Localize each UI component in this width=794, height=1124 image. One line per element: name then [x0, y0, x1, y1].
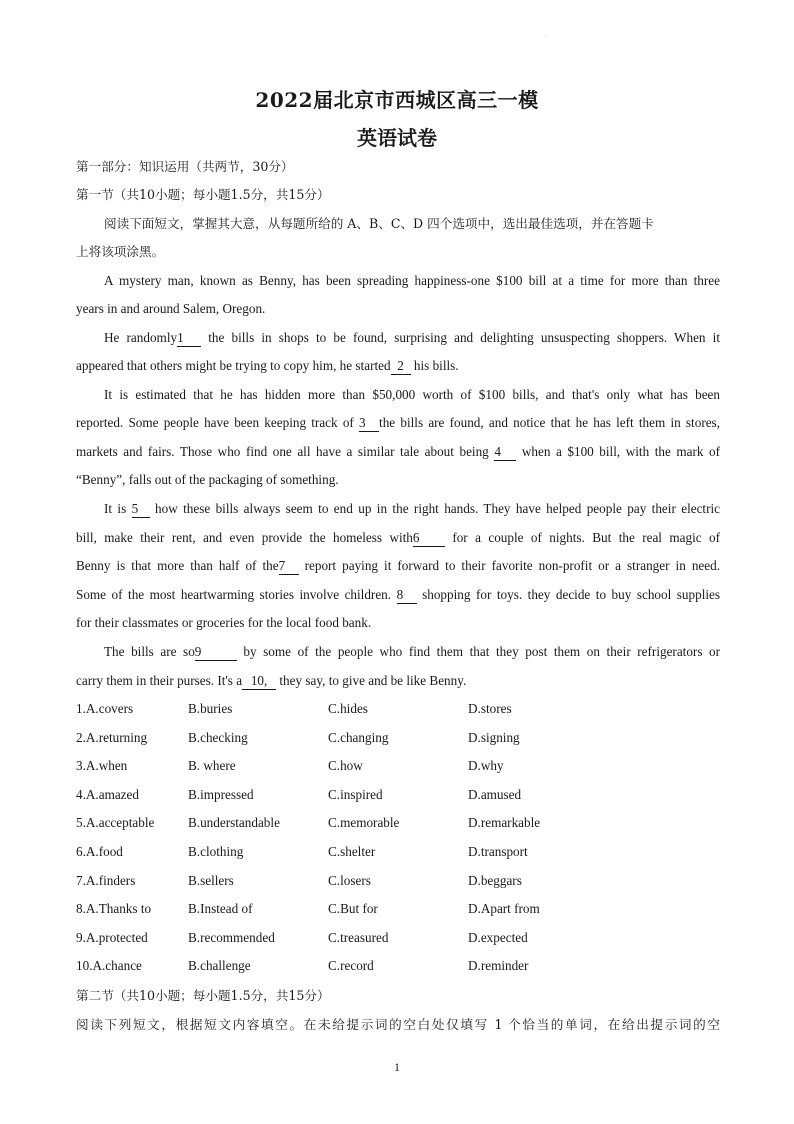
- passage-line: It is estimated that he has hidden more than $50,000 worth of $100 bills, and that's only what has been: [104, 387, 720, 402]
- passage-line: [76, 443, 720, 461]
- passage-line: [76, 414, 720, 432]
- option-b: B.checking: [188, 730, 248, 745]
- option-d: D.remarkable: [468, 815, 541, 830]
- passage-text: reported. Some people have been keeping track of: [76, 415, 354, 430]
- blank-5: 5: [132, 501, 150, 518]
- option-c: C.But for: [328, 901, 378, 916]
- passage-text: report paying it forward to their favorite non-profit or a stranger in need.: [304, 558, 721, 573]
- passage-text: bill, make their rent, and even provide the homeless with: [76, 530, 413, 545]
- passage-text: It is: [104, 501, 127, 516]
- option-a: 7.A.finders: [76, 873, 136, 888]
- passage-line: [104, 329, 720, 347]
- passage-line: for their classmates or groceries for the local food bank.: [76, 615, 372, 630]
- passage-line: A mystery man, known as Benny, has been spreading happiness-one $100 bill at a time for more than three: [104, 273, 720, 288]
- blank-8: 8: [397, 587, 417, 604]
- option-a: 8.A.Thanks to: [76, 901, 152, 916]
- option-d: D.stores: [468, 701, 512, 716]
- page-subtitle: 英语试卷: [357, 126, 437, 150]
- option-a: 10.A.chance: [76, 958, 142, 973]
- blank-7: 7: [279, 558, 299, 575]
- passage-text: He randomly: [104, 330, 178, 345]
- option-c: C.record: [328, 958, 374, 973]
- option-c: C.hides: [328, 701, 368, 716]
- scan-mark: ˋ: [545, 34, 548, 43]
- blank-6: 6: [413, 530, 445, 547]
- option-d: D.transport: [468, 844, 528, 859]
- option-a: 6.A.food: [76, 844, 123, 859]
- option-c: C.inspired: [328, 787, 383, 802]
- passage-text: by some of the people who find them that they post them on their refrigerators or: [243, 644, 721, 659]
- instructions-1b: 上将该项涂黑。: [76, 244, 165, 259]
- option-a: 3.A.when: [76, 758, 128, 773]
- option-a: 2.A.returning: [76, 730, 148, 745]
- option-b: B. where: [188, 758, 236, 773]
- passage-line: years in and around Salem, Oregon.: [76, 301, 266, 316]
- passage-text: markets and fairs. Those who find one all have a similar tale about being: [76, 444, 489, 459]
- option-d: D.amused: [468, 787, 522, 802]
- passage-line: “Benny”, falls out of the packaging of something.: [76, 472, 339, 487]
- passage-text: for a couple of nights. But the real magic of: [452, 530, 720, 545]
- instructions-2: 阅读下列短文，根据短文内容填空。在未给提示词的空白处仅填写 1 个恰当的单词，在给出提示词的空: [76, 1017, 720, 1032]
- part-heading: 第一部分：知识运用（共两节，30分）: [76, 159, 294, 174]
- option-b: B.sellers: [188, 873, 234, 888]
- blank-9: 9: [195, 644, 237, 661]
- option-c: C.losers: [328, 873, 371, 888]
- blank-1: 1: [177, 330, 201, 347]
- passage-text: when a $100 bill, with the mark of: [521, 444, 721, 459]
- option-b: B.recommended: [188, 930, 275, 945]
- passage-text: his bills.: [413, 358, 459, 373]
- option-d: D.why: [468, 758, 504, 773]
- option-a: 5.A.acceptable: [76, 815, 155, 830]
- passage-line: [104, 500, 720, 518]
- option-c: C.changing: [328, 730, 389, 745]
- option-d: D.signing: [468, 730, 520, 745]
- passage-line: [76, 557, 720, 575]
- option-b: B.clothing: [188, 844, 244, 859]
- passage-line: [76, 586, 720, 604]
- passage-line: [76, 672, 720, 690]
- passage-text: The bills are so: [104, 644, 195, 659]
- option-c: C.treasured: [328, 930, 389, 945]
- option-c: C.shelter: [328, 844, 376, 859]
- passage-text: Some of the most heartwarming stories involve children.: [76, 587, 392, 602]
- page-number: 1: [394, 1060, 400, 1074]
- option-d: D.reminder: [468, 958, 529, 973]
- passage-text: carry them in their purses. It's a: [76, 673, 243, 688]
- section-heading-1: 第一节（共10小题；每小题1.5分，共15分）: [76, 187, 330, 202]
- option-b: B.understandable: [188, 815, 280, 830]
- page-title: 2022届北京市西城区高三一模: [255, 88, 539, 112]
- passage-text: how these bills always seem to end up in the right hands. They have helped people pay their electric: [155, 501, 721, 516]
- passage-text: the bills are found, and notice that he has left them in stores,: [379, 415, 720, 430]
- passage-line: [104, 643, 720, 661]
- option-d: D.expected: [468, 930, 528, 945]
- section-heading-2: 第二节（共10小题；每小题1.5分，共15分）: [76, 988, 330, 1003]
- passage-text: they say, to give and be like Benny.: [279, 673, 467, 688]
- passage-line: [76, 529, 720, 547]
- passage-line: [76, 357, 720, 375]
- passage-text: Benny is that more than half of the: [76, 558, 279, 573]
- option-d: D.Apart from: [468, 901, 540, 916]
- option-b: B.Instead of: [188, 901, 253, 916]
- option-a: 9.A.protected: [76, 930, 148, 945]
- passage-text: shopping for toys. they decide to buy school supplies: [422, 587, 721, 602]
- option-c: C.how: [328, 758, 363, 773]
- blank-10: 10,: [242, 673, 276, 690]
- option-a: 4.A.amazed: [76, 787, 139, 802]
- option-b: B.challenge: [188, 958, 251, 973]
- blank-2: 2: [391, 358, 411, 375]
- option-b: B.buries: [188, 701, 233, 716]
- passage-text: the bills in shops to be found, surprising and delighting unsuspecting shoppers. When it: [208, 330, 720, 345]
- blank-4: 4: [494, 444, 516, 461]
- option-b: B.impressed: [188, 787, 254, 802]
- option-c: C.memorable: [328, 815, 400, 830]
- passage-text: appeared that others might be trying to copy him, he started: [76, 358, 391, 373]
- option-d: D.beggars: [468, 873, 522, 888]
- instructions-1a: 阅读下面短文，掌握其大意，从每题所给的 A、B、C、D 四个选项中，选出最佳选项，并在答题卡: [104, 216, 654, 231]
- option-a: 1.A.covers: [76, 701, 134, 716]
- blank-3: 3: [359, 415, 379, 432]
